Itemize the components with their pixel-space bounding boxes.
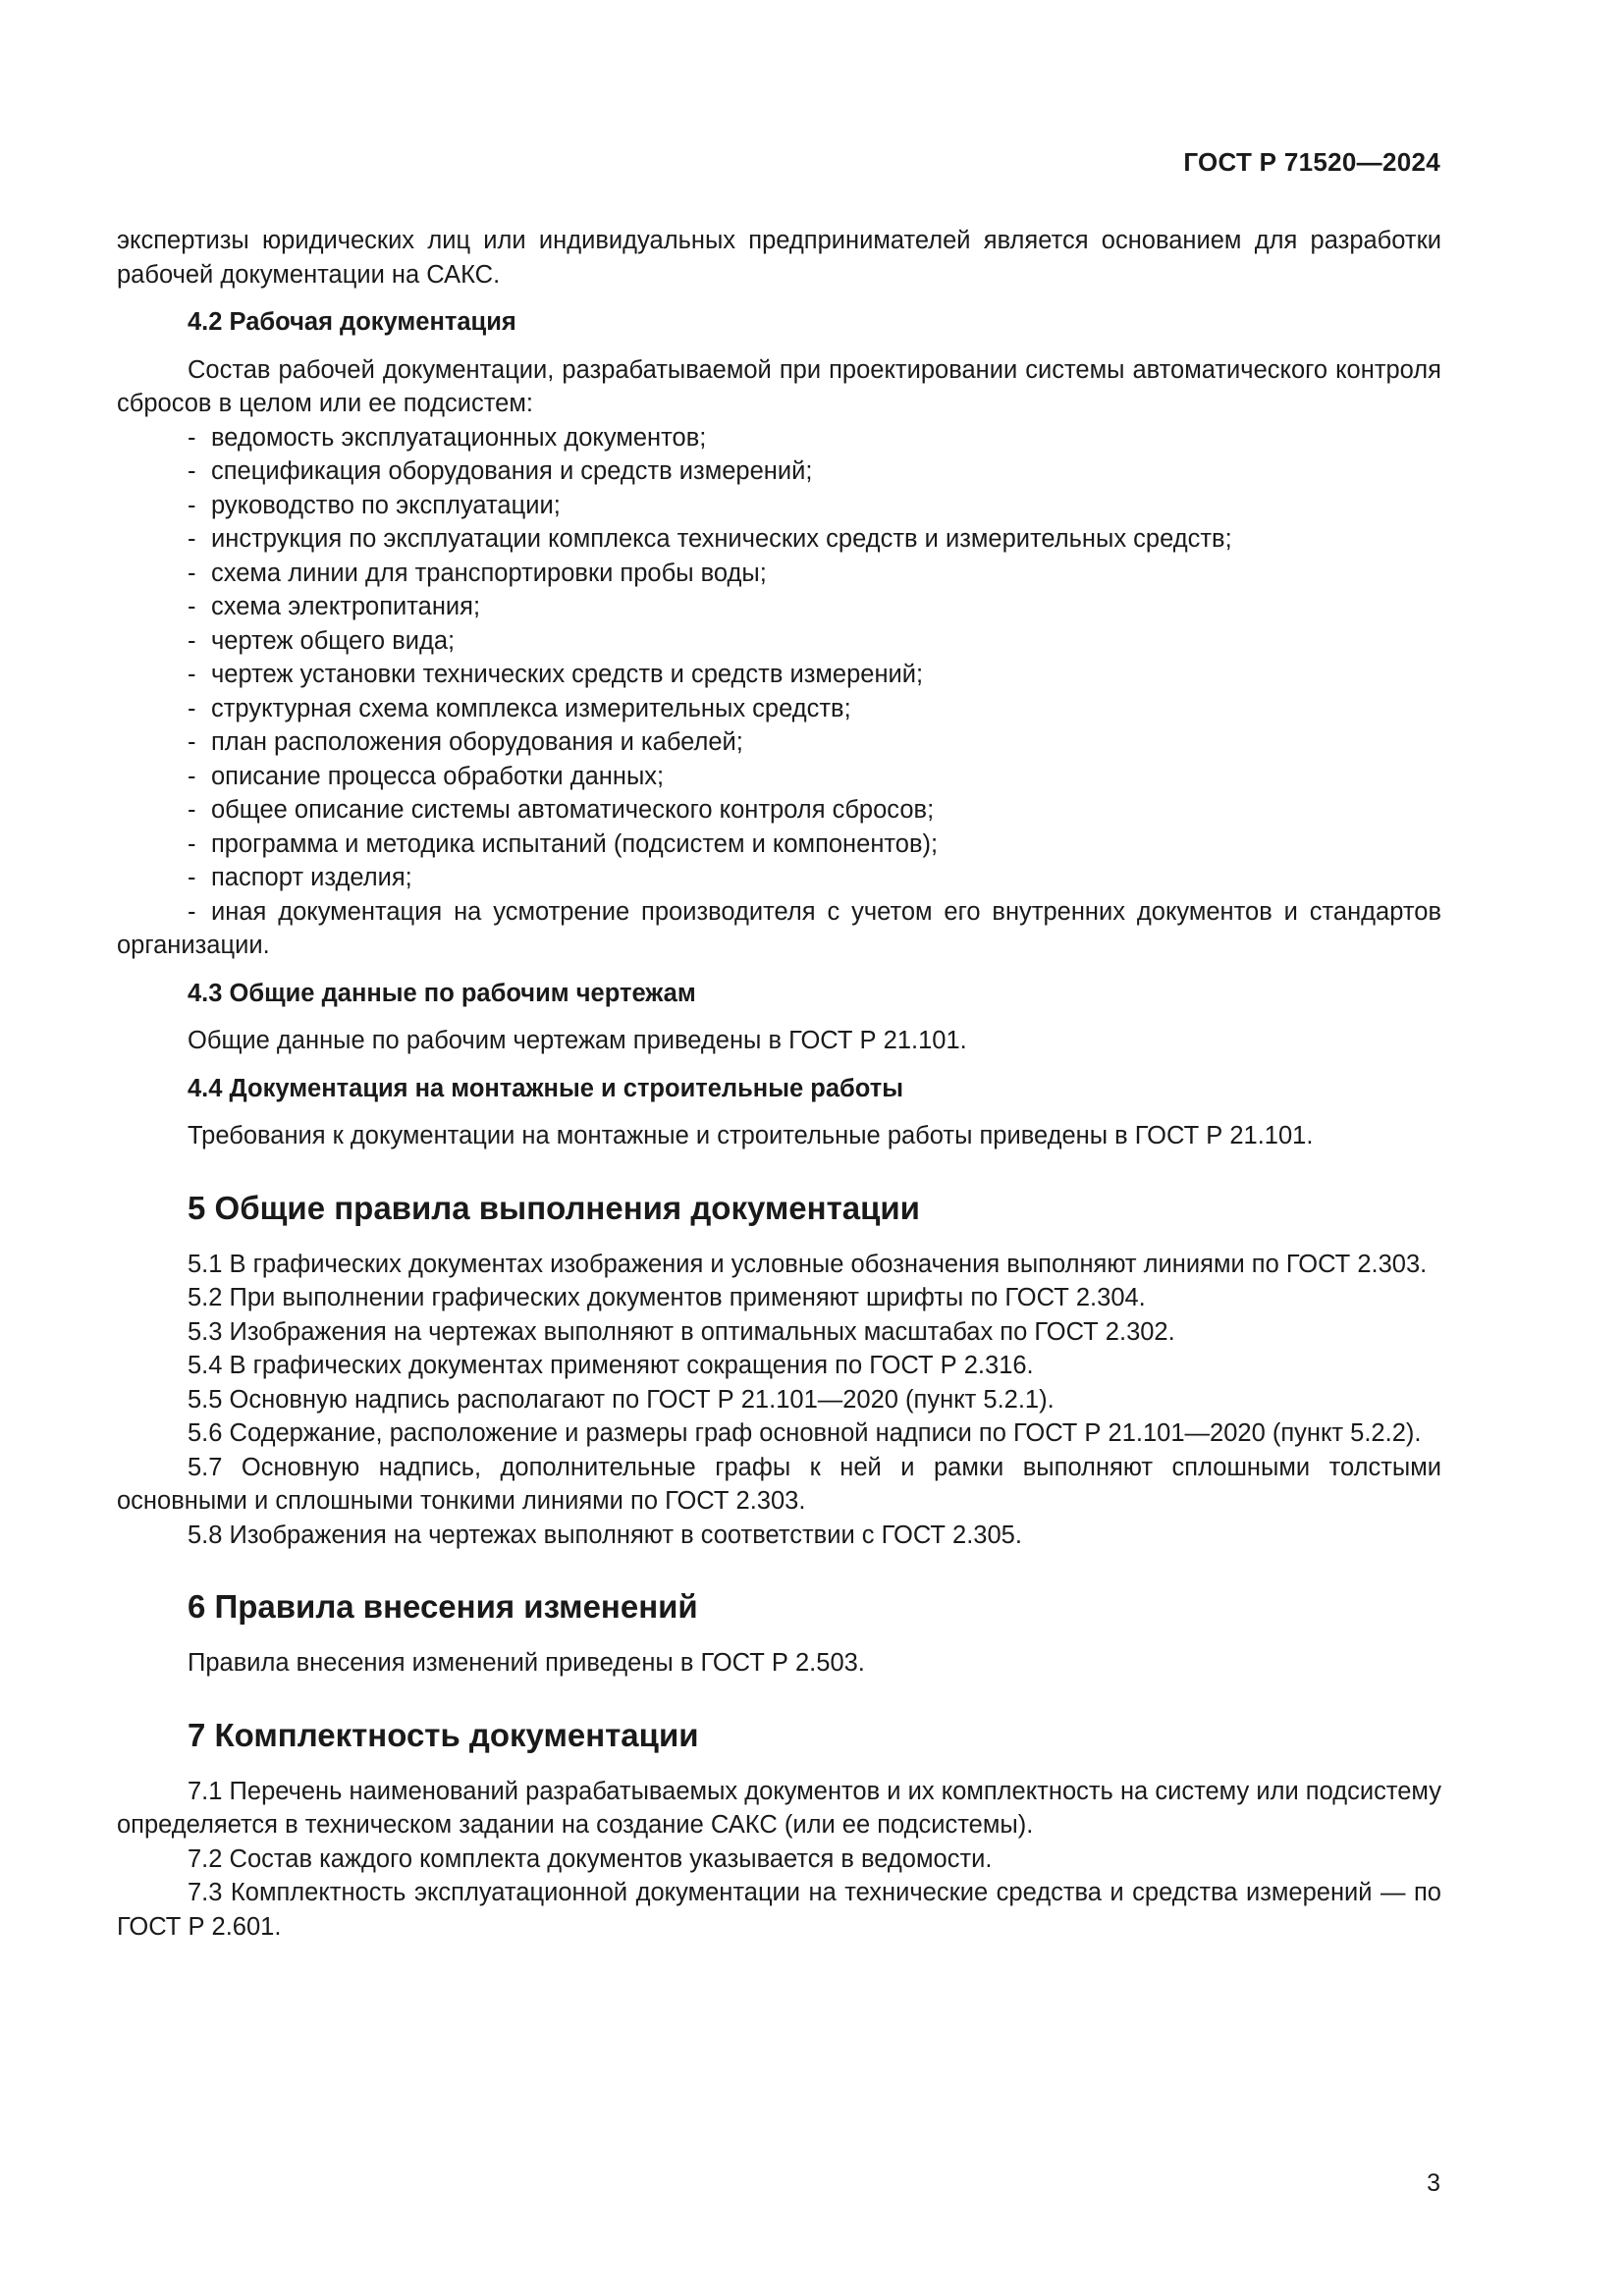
- list-item: [117, 895, 1441, 963]
- list-item: [117, 421, 1441, 455]
- list-item-text: ведомость эксплуатационных документов;: [211, 423, 707, 452]
- dash-marker: -: [188, 626, 196, 655]
- clause-5-6: 5.6 Содержание, расположение и размеры граф основной надписи по ГОСТ Р 21.101—2020 (пункт 5.2.2).: [188, 1419, 1422, 1447]
- section-6-text: Правила внесения изменений приведены в ГОСТ Р 2.503.: [188, 1649, 865, 1677]
- clause-5-4: 5.4 В графических документах применяют сокращения по ГОСТ Р 2.316.: [188, 1352, 1034, 1379]
- section-4-4-heading: 4.4 Документация на монтажные и строительные работы: [188, 1074, 903, 1102]
- list-item: [117, 692, 1441, 726]
- section-4-4-text: Требования к документации на монтажные и строительные работы приведены в ГОСТ Р 21.101.: [188, 1122, 1314, 1149]
- list-item: [117, 557, 1441, 591]
- dash-marker: -: [188, 796, 196, 824]
- list-item: [117, 760, 1441, 794]
- list-item-text: описание процесса обработки данных;: [211, 762, 665, 790]
- section-4-3-text: Общие данные по рабочим чертежам приведены в ГОСТ Р 21.101.: [188, 1027, 967, 1054]
- clause-5-3: 5.3 Изображения на чертежах выполняют в оптимальных масштабах по ГОСТ 2.302.: [188, 1317, 1175, 1346]
- clause-5-2: 5.2 При выполнении графических документов применяют шрифты по ГОСТ 2.304.: [188, 1284, 1146, 1311]
- list-item-text: общее описание системы автоматического контроля сбросов;: [211, 796, 935, 824]
- dash-marker: -: [188, 897, 196, 926]
- page-number: 3: [1427, 2169, 1440, 2197]
- section-4-2-heading: 4.2 Рабочая документация: [188, 308, 516, 336]
- list-item-text: программа и методика испытаний (подсистем и компонентов);: [211, 829, 939, 858]
- clause-5-8: 5.8 Изображения на чертежах выполняют в соответствии с ГОСТ 2.305.: [188, 1521, 1022, 1549]
- section-5-items: [117, 1248, 1441, 1553]
- list-item-text: структурная схема комплекса измерительных средств;: [211, 694, 851, 722]
- dash-marker: -: [188, 593, 196, 620]
- section-7-heading: 7 Комплектность документации: [188, 1716, 699, 1753]
- document-number-header: ГОСТ Р 71520—2024: [1183, 147, 1440, 177]
- list-item: [117, 454, 1441, 489]
- list-item-text: паспорт изделия;: [211, 864, 412, 891]
- clause-5-7: 5.7 Основную надпись, дополнительные графы к ней и рамки выполняют сплошными толстыми основными и сплошными тонкими линиями по ГОСТ 2.303.: [117, 1453, 1441, 1515]
- list-item: [117, 861, 1441, 895]
- list-item-text: иная документация на усмотрение производителя с учетом его внутренних документов и стандартов организации.: [117, 897, 1441, 959]
- working-docs-list: [117, 421, 1441, 963]
- dash-marker: -: [188, 525, 196, 553]
- dash-marker: -: [188, 762, 196, 790]
- list-item: [117, 725, 1441, 760]
- list-item-text: инструкция по эксплуатации комплекса технических средств и измерительных средств;: [211, 525, 1232, 553]
- section-6-heading: 6 Правила внесения изменений: [188, 1588, 698, 1625]
- dash-marker: -: [188, 491, 196, 519]
- list-item-text: чертеж установки технических средств и средств измерений;: [211, 661, 924, 688]
- list-item-text: руководство по эксплуатации;: [211, 491, 561, 519]
- dash-marker: -: [188, 457, 196, 485]
- list-item: [117, 489, 1441, 523]
- list-item: [117, 658, 1441, 692]
- list-item: [117, 590, 1441, 624]
- dash-marker: -: [188, 423, 196, 452]
- list-item: [117, 828, 1441, 862]
- document-body: [117, 224, 1441, 1944]
- dash-marker: -: [188, 728, 196, 756]
- dash-marker: -: [188, 829, 196, 858]
- clause-7-1: 7.1 Перечень наименований разрабатываемых документов и их комплектность на систему или подсистему определяется в техническом задании на создание САКС (или ее подсистемы).: [117, 1777, 1441, 1839]
- list-item: [117, 624, 1441, 659]
- list-item-text: чертеж общего вида;: [211, 626, 456, 655]
- section-5-heading: 5 Общие правила выполнения документации: [188, 1189, 920, 1226]
- section-4-3-heading: 4.3 Общие данные по рабочим чертежам: [188, 979, 696, 1007]
- list-item-text: схема электропитания;: [211, 593, 481, 620]
- clause-5-1: 5.1 В графических документах изображения и условные обозначения выполняют линиями по ГОСТ 2.303.: [188, 1250, 1428, 1278]
- dash-marker: -: [188, 661, 196, 688]
- clause-7-2: 7.2 Состав каждого комплекта документов указывается в ведомости.: [188, 1844, 993, 1873]
- section-7-items: [117, 1775, 1441, 1945]
- list-item-text: план расположения оборудования и кабелей;: [211, 728, 743, 756]
- section-4-2-lead: Состав рабочей документации, разрабатываемой при проектировании системы автоматического контроля сбросов в целом или ее подсистем:: [117, 355, 1441, 417]
- clause-7-3: 7.3 Комплектность эксплуатационной документации на технические средства и средства измерений — по ГОСТ Р 2.601.: [117, 1879, 1441, 1941]
- list-item-text: схема линии для транспортировки пробы воды;: [211, 559, 767, 587]
- intro-paragraph: экспертизы юридических лиц или индивидуальных предпринимателей является основанием для разработки рабочей документации на САКС.: [117, 227, 1441, 289]
- dash-marker: -: [188, 694, 196, 722]
- dash-marker: -: [188, 864, 196, 891]
- list-item: [117, 793, 1441, 828]
- list-item: [117, 522, 1441, 557]
- clause-5-5: 5.5 Основную надпись располагают по ГОСТ Р 21.101—2020 (пункт 5.2.1).: [188, 1385, 1055, 1414]
- list-item-text: спецификация оборудования и средств измерений;: [211, 457, 813, 485]
- dash-marker: -: [188, 559, 196, 587]
